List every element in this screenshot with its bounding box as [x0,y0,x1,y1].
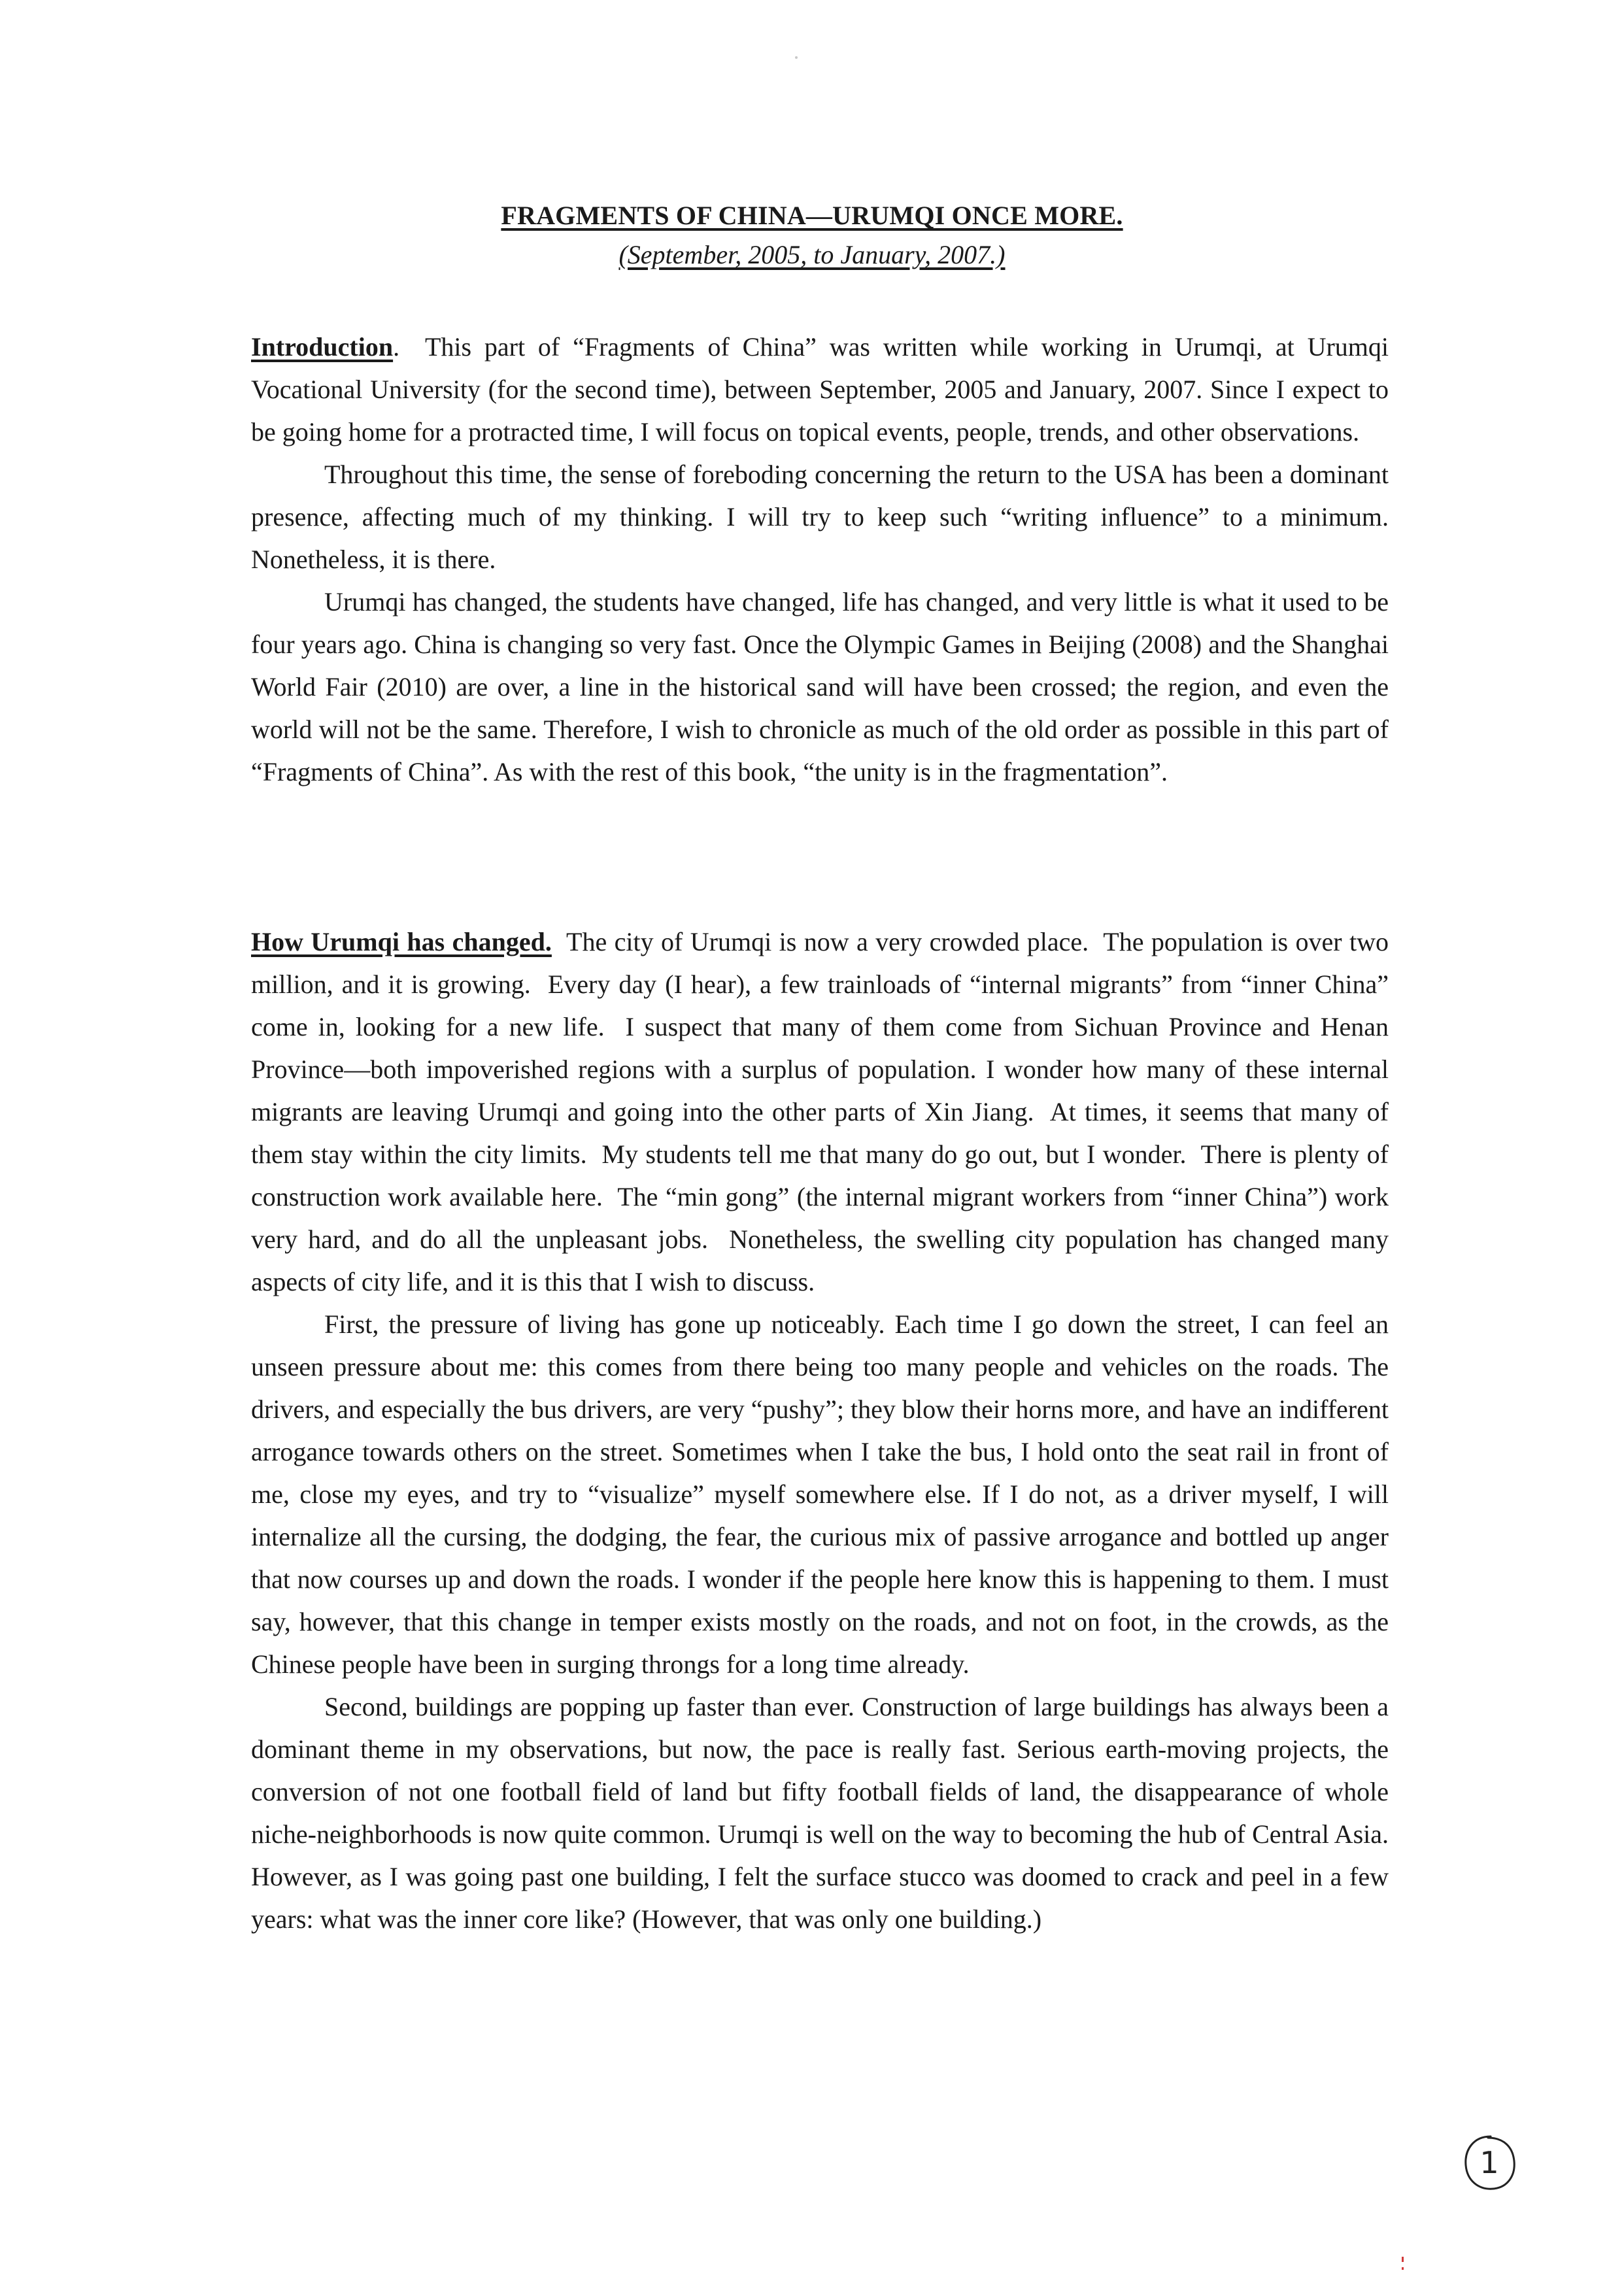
page-number-text: 1 [1480,2145,1499,2180]
paragraph: Urumqi has changed, the students have changed, life has changed, and very little is what it used to be four years ago. China is changing so very fast. Once the Olympic Games in Beijing (2008) and the Shanghai World Fair (2010) are over, a line in the historical sand will have been crossed; the region, and even the world will not be the same. Therefore, I wish to chronicle as much of the old order as possible in this part of “Fragments of China”. As with the rest of this book, “the unity is in the fragmentation”. [251,587,1389,786]
scan-mark [1402,2267,1404,2270]
paragraph-text: This part of “Fragments of China” was written while working in Urumqi, at Urumqi Vocational University (for the second time), between September, 2005 and January, 2007. Since I expect to be going home for a protracted time, I will focus on topical events, people, trends, and other observations. [251,332,1395,447]
document-title: FRAGMENTS OF CHINA—URUMQI ONCE MORE. [501,201,1123,230]
paragraph [251,326,1395,453]
scan-speck [795,56,798,59]
section-how-urumqi-has-changed [251,920,1396,1940]
section-heading: Introduction [251,332,394,362]
heading-suffix: . [393,332,400,362]
scan-mark [1402,2257,1404,2262]
document-subtitle: (September, 2005, to January, 2007.) [618,240,1006,269]
circled-number-icon [1462,2133,1517,2193]
section-heading: How Urumqi has changed. [251,927,552,956]
paragraph-text: The city of Urumqi is now a very crowded place. The population is over two million, and it is growing. Every day (I hear), a few trainloads of “internal migrants” from “inner China” come in, looking for a new life. I suspect that many of them come from Sichuan Province and Henan Province—both impoverished regions with a surplus of population. I wonder how many of these internal migrants are leaving Urumqi and going into the other parts of Xin Jiang. At times, it seems that many of them stay within the city limits. My students tell me that many do go out, but I wonder. There is plenty of construction work available here. The “min gong” (the internal migrant workers from “inner China”) work very hard, and do all the unpleasant jobs. Nonetheless, the swelling city population has changed many aspects of city life, and it is this that I wish to discuss. [251,927,1396,1296]
section-introduction [251,326,1395,793]
paragraph [251,920,1396,1303]
paragraph: Throughout this time, the sense of foreboding concerning the return to the USA has been a dominant presence, affecting much of my thinking. I will try to keep such “writing influence” to a minimum. Nonetheless, it is there. [251,460,1389,574]
paragraph: First, the pressure of living has gone up noticeably. Each time I go down the street, I can feel an unseen pressure about me: this comes from there being too many people and vehicles on the roads. The drivers, and especially the bus drivers, are very “pushy”; they blow their horns more, and have an indifferent arrogance towards others on the street. Sometimes when I take the bus, I hold onto the seat rail in front of me, close my eyes, and try to “visualize” myself somewhere else. If I do not, as a driver myself, I will internalize all the cursing, the dodging, the fear, the curious mix of passive arrogance and bottled up anger that now courses up and down the roads. I wonder if the people here know this is happening to them. I must say, however, that this change in temper exists mostly on the roads, and not on foot, in the crowds, as the Chinese people have been in surging throngs for a long time already. [251,1309,1389,1679]
handwritten-page-number [1462,2133,1517,2193]
title-block [0,196,1624,275]
paragraph: Second, buildings are popping up faster than ever. Construction of large buildings has always been a dominant theme in my observations, but now, the pace is really fast. Serious earth-moving projects, the conversion of not one football field of land but fifty football fields of land, the disappearance of whole niche-neighborhoods is now quite common. Urumqi is well on the way to becoming the hub of Central Asia. However, as I was going past one building, I felt the surface stucco was doomed to crack and peel in a few years: what was the inner core like? (However, that was only one building.) [251,1692,1389,1934]
